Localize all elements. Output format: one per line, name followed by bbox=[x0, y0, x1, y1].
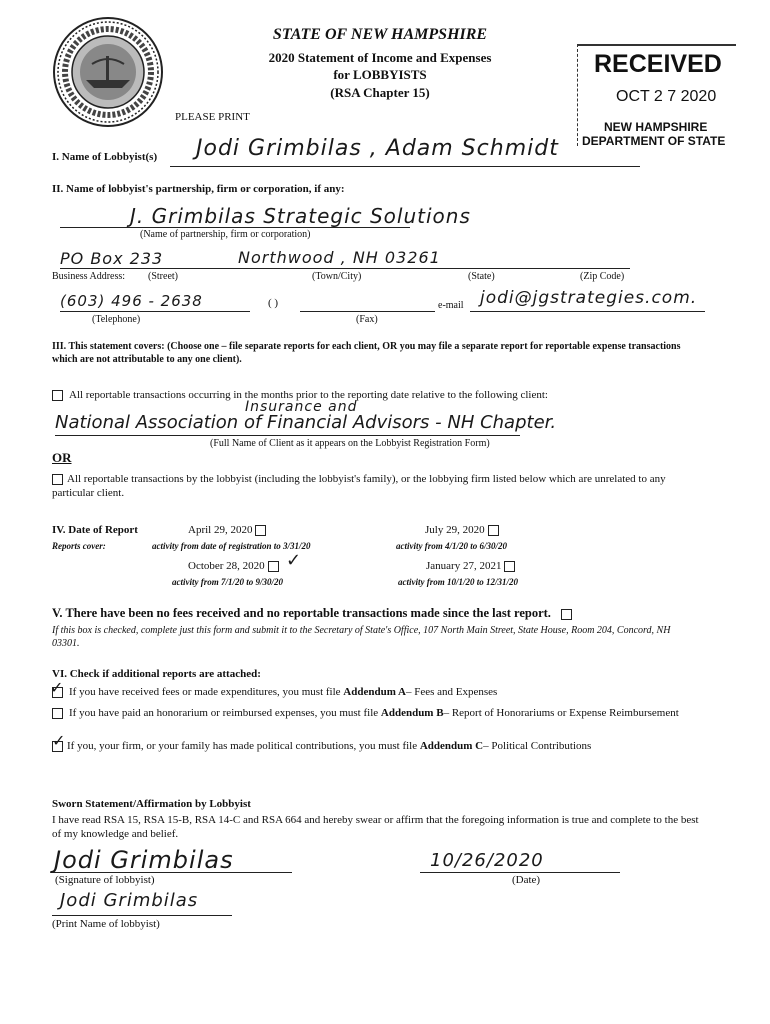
city-state-zip-value: Northwood , NH 03261 bbox=[238, 248, 441, 267]
received-stamp bbox=[577, 44, 736, 146]
option-unrelated-label: All reportable transactions by the lobbyist (including the lobbyist's family), or the lobbying firm listed below which are unrelated to any particular client. bbox=[52, 473, 666, 499]
phone-value: (603) 496 - 2638 bbox=[60, 292, 203, 310]
lobbyist-name-label: I. Name of Lobbyist(s) bbox=[52, 151, 158, 163]
date-of-report-label: IV. Date of Report bbox=[52, 524, 138, 536]
fax-caption: (Fax) bbox=[356, 314, 378, 325]
date3-label: October 28, 2020 bbox=[188, 560, 265, 572]
state-caption: (State) bbox=[468, 271, 495, 282]
no-activity-checkbox[interactable] bbox=[561, 609, 572, 620]
date4-note: activity from 10/1/20 to 12/31/20 bbox=[398, 577, 518, 587]
option-client-checkbox[interactable] bbox=[52, 390, 63, 401]
addendum-c-text: If you, your firm, or your family has made political contributions, you must file bbox=[67, 740, 418, 752]
street-caption: (Street) bbox=[148, 271, 178, 282]
addendum-b-name: Addendum B bbox=[380, 707, 444, 719]
addendum-b-text: If you have paid an honorarium or reimbursed expenses, you must file bbox=[69, 707, 379, 719]
addendum-c-row bbox=[52, 740, 742, 752]
stamp-date: OCT 2 7 2020 bbox=[616, 88, 717, 105]
addendum-a-row bbox=[52, 686, 732, 698]
option-client-label: All reportable transactions occurring in the months prior to the reporting date relative to the following client: bbox=[69, 389, 548, 401]
section5-row bbox=[52, 606, 572, 621]
form-title: 2020 Statement of Income and Expenses bbox=[268, 50, 492, 65]
date1-row bbox=[188, 524, 266, 536]
option-unrelated-row bbox=[52, 472, 702, 500]
form-rsa: (RSA Chapter 15) bbox=[330, 85, 430, 100]
client-caption: (Full Name of Client as it appears on the Lobbyist Registration Form) bbox=[210, 438, 490, 449]
section5-note: If this box is checked, complete just this form and submit it to the Secretary of State's Office, 107 North Main Street, State House, Room 204, Concord, NH 03301. bbox=[52, 625, 671, 649]
date-caption: (Date) bbox=[512, 874, 541, 886]
fax-paren: ( ) bbox=[268, 297, 279, 309]
section6-heading: VI. Check if additional reports are attached: bbox=[52, 668, 261, 680]
firm-label: II. Name of lobbyist's partnership, firm or corporation, if any: bbox=[52, 183, 345, 195]
addendum-b-checkbox[interactable] bbox=[52, 708, 63, 719]
zip-caption: (Zip Code) bbox=[580, 271, 625, 282]
sworn-text: I have read RSA 15, RSA 15-B, RSA 14-C and RSA 664 and hereby swear or affirm that the foregoing information is true and complete to the best of my knowledge and belief. bbox=[52, 814, 699, 840]
date2-note: activity from 4/1/20 to 6/30/20 bbox=[396, 541, 507, 551]
client-value: National Association of Financial Advisors - NH Chapter. bbox=[55, 412, 557, 433]
date4-checkbox[interactable] bbox=[504, 561, 515, 572]
state-seal bbox=[52, 16, 164, 128]
town-caption: (Town/City) bbox=[312, 271, 362, 282]
stamp-line2: DEPARTMENT OF STATE bbox=[582, 134, 726, 148]
print-name-caption: (Print Name of lobbyist) bbox=[52, 918, 160, 930]
street-value: PO Box 233 bbox=[60, 249, 164, 268]
reports-cover-label: Reports cover: bbox=[52, 541, 106, 551]
addendum-a-tail: – Fees and Expenses bbox=[405, 686, 498, 698]
addendum-a-name: Addendum A bbox=[343, 686, 406, 698]
addendum-b-tail: – Report of Honorariums or Expense Reimbursement bbox=[443, 707, 679, 719]
signature-caption: (Signature of lobbyist) bbox=[55, 874, 155, 886]
date4-label: January 27, 2021 bbox=[426, 560, 502, 572]
date3-checkmark-icon: ✓ bbox=[286, 550, 303, 571]
stamp-received: RECEIVED bbox=[594, 50, 722, 78]
section5-heading: V. There have been no fees received and no reportable transactions made since the last report. bbox=[52, 606, 551, 620]
option-unrelated-checkbox[interactable] bbox=[52, 474, 63, 485]
addendum-c-checkmark-icon: ✓ bbox=[52, 731, 67, 750]
addendum-c-name: Addendum C bbox=[419, 740, 484, 752]
section3-heading: III. This statement covers: (Choose one – file separate reports for each client, OR you may file a separate report for reportable expense transactions which are not attributable to any one client). bbox=[52, 341, 681, 365]
lobbyist-name-value: Jodi Grimbilas , Adam Schmidt bbox=[196, 136, 559, 161]
date3-checkbox[interactable] bbox=[268, 561, 279, 572]
option-client-row bbox=[52, 389, 732, 401]
please-print: PLEASE PRINT bbox=[175, 111, 250, 123]
stamp-line1: NEW HAMPSHIRE bbox=[604, 120, 708, 134]
or-label: OR bbox=[52, 450, 72, 465]
addendum-b-row bbox=[52, 706, 692, 720]
sworn-heading: Sworn Statement/Affirmation by Lobbyist bbox=[52, 798, 251, 810]
firm-value: J. Grimbilas Strategic Solutions bbox=[130, 204, 471, 228]
date2-row bbox=[425, 524, 499, 536]
date4-row bbox=[426, 560, 515, 572]
addendum-a-text: If you have received fees or made expenditures, you must file bbox=[69, 686, 341, 698]
business-address-caption: Business Address: bbox=[52, 271, 126, 282]
addendum-c-tail: – Political Contributions bbox=[483, 740, 592, 752]
date1-note: activity from date of registration to 3/31/20 bbox=[152, 541, 311, 551]
signature: Jodi Grimbilas bbox=[54, 846, 234, 874]
date2-label: July 29, 2020 bbox=[425, 524, 485, 536]
telephone-caption: (Telephone) bbox=[92, 314, 141, 325]
email-value: jodi@jgstrategies.com. bbox=[480, 288, 698, 308]
signed-date: 10/26/2020 bbox=[430, 850, 544, 871]
date3-row bbox=[188, 560, 279, 572]
date1-checkbox[interactable] bbox=[255, 525, 266, 536]
addendum-a-checkmark-icon: ✓ bbox=[50, 678, 65, 697]
form-subtitle: for LOBBYISTS bbox=[333, 67, 427, 82]
date3-note: activity from 7/1/20 to 9/30/20 bbox=[172, 577, 283, 587]
client-insert: Insurance and bbox=[245, 399, 358, 415]
state-title: STATE OF NEW HAMPSHIRE bbox=[272, 26, 488, 43]
email-label: e-mail bbox=[438, 300, 464, 311]
date1-label: April 29, 2020 bbox=[188, 524, 253, 536]
print-name: Jodi Grimbilas bbox=[60, 890, 199, 911]
firm-caption: (Name of partnership, firm or corporation) bbox=[140, 229, 311, 240]
date2-checkbox[interactable] bbox=[488, 525, 499, 536]
